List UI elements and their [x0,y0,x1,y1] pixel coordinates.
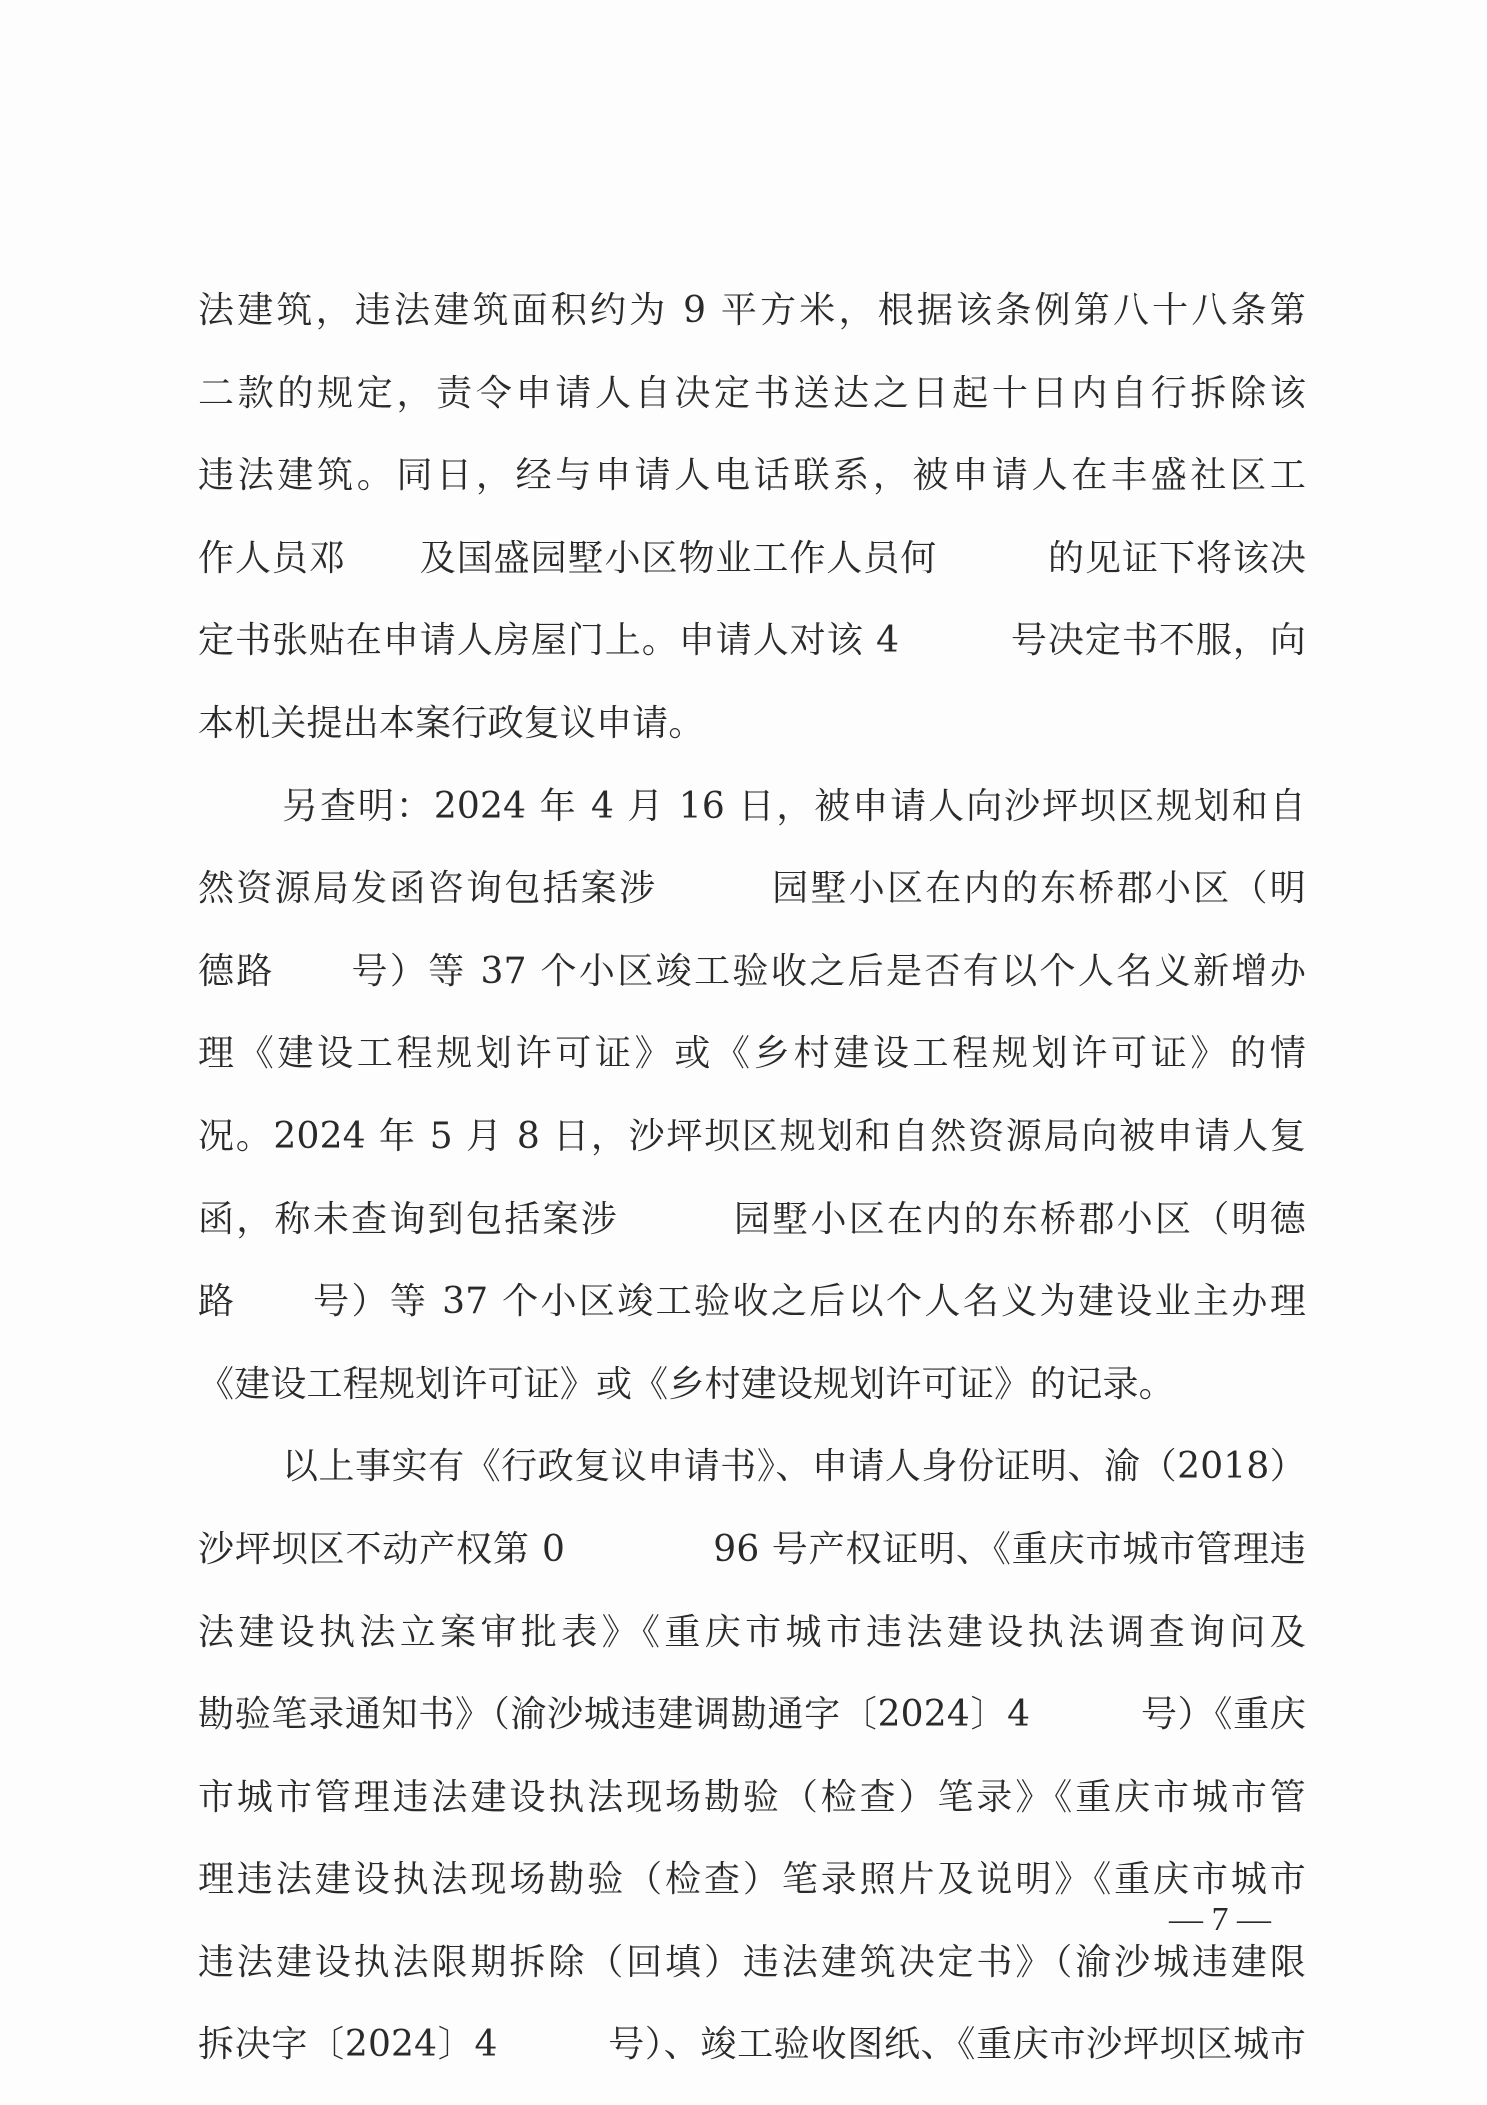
text-line-7: 另查明：2024 年 4 月 16 日，被申请人向沙坪坝区规划和自 [282,785,1306,827]
body-text [198,270,1306,2087]
text-line-13: 路 号）等 37 个小区竣工验收之后以个人名义为建设业主办理 [198,1281,1306,1323]
text-line-4: 作人员邓 及国盛园墅小区物业工作人员何 的见证下将该决 [198,537,1306,579]
text-line-12: 函，称未查询到包括案涉 园墅小区在内的东桥郡小区（明德 [198,1198,1306,1240]
text-line-18: 勘验笔录通知书》（渝沙城违建调勘通字〔2024〕4 号）《重庆 [198,1694,1306,1736]
text-line-6: 本机关提出本案行政复议申请。 [198,702,705,744]
text-line-19: 市城市管理违法建设执法现场勘验（检查）笔录》《重庆市城市管 [198,1776,1306,1818]
text-line-22: 拆决字〔2024〕4 号）、竣工验收图纸、《重庆市沙坪坝区城市 [198,2024,1306,2066]
text-line-5: 定书张贴在申请人房屋门上。申请人对该 4 号决定书不服，向 [198,620,1306,662]
text-line-2: 二款的规定，责令申请人自决定书送达之日起十日内自行拆除该 [198,372,1306,414]
text-line-10: 理《建设工程规划许可证》或《乡村建设工程规划许可证》的情 [198,1033,1306,1075]
text-line-3: 违法建筑。同日，经与申请人电话联系，被申请人在丰盛社区工 [198,455,1306,497]
page-number: — 7 — [1169,1901,1271,1938]
text-line-20: 理违法建设执法现场勘验（检查）笔录照片及说明》《重庆市城市 [198,1859,1306,1901]
text-line-21: 违法建设执法限期拆除（回填）违法建筑决定书》（渝沙城违建限 [198,1941,1306,1983]
text-line-1: 法建筑，违法建筑面积约为 9 平方米，根据该条例第八十八条第 [198,290,1306,331]
text-line-14: 《建设工程规划许可证》或《乡村建设规划许可证》的记录。 [198,1363,1175,1405]
text-line-17: 法建设执法立案审批表》《重庆市城市违法建设执法调查询问及 [198,1611,1306,1653]
text-line-9: 德路 号）等 37 个小区竣工验收之后是否有以个人名义新增办 [198,950,1306,992]
text-line-16: 沙坪坝区不动产权第 0 96 号产权证明、《重庆市城市管理违 [198,1528,1306,1570]
text-line-11: 况。2024 年 5 月 8 日，沙坪坝区规划和自然资源局向被申请人复 [198,1115,1306,1157]
text-line-8: 然资源局发函咨询包括案涉 园墅小区在内的东桥郡小区（明 [198,868,1306,910]
text-line-15: 以上事实有《行政复议申请书》、申请人身份证明、渝（2018） [282,1446,1306,1488]
